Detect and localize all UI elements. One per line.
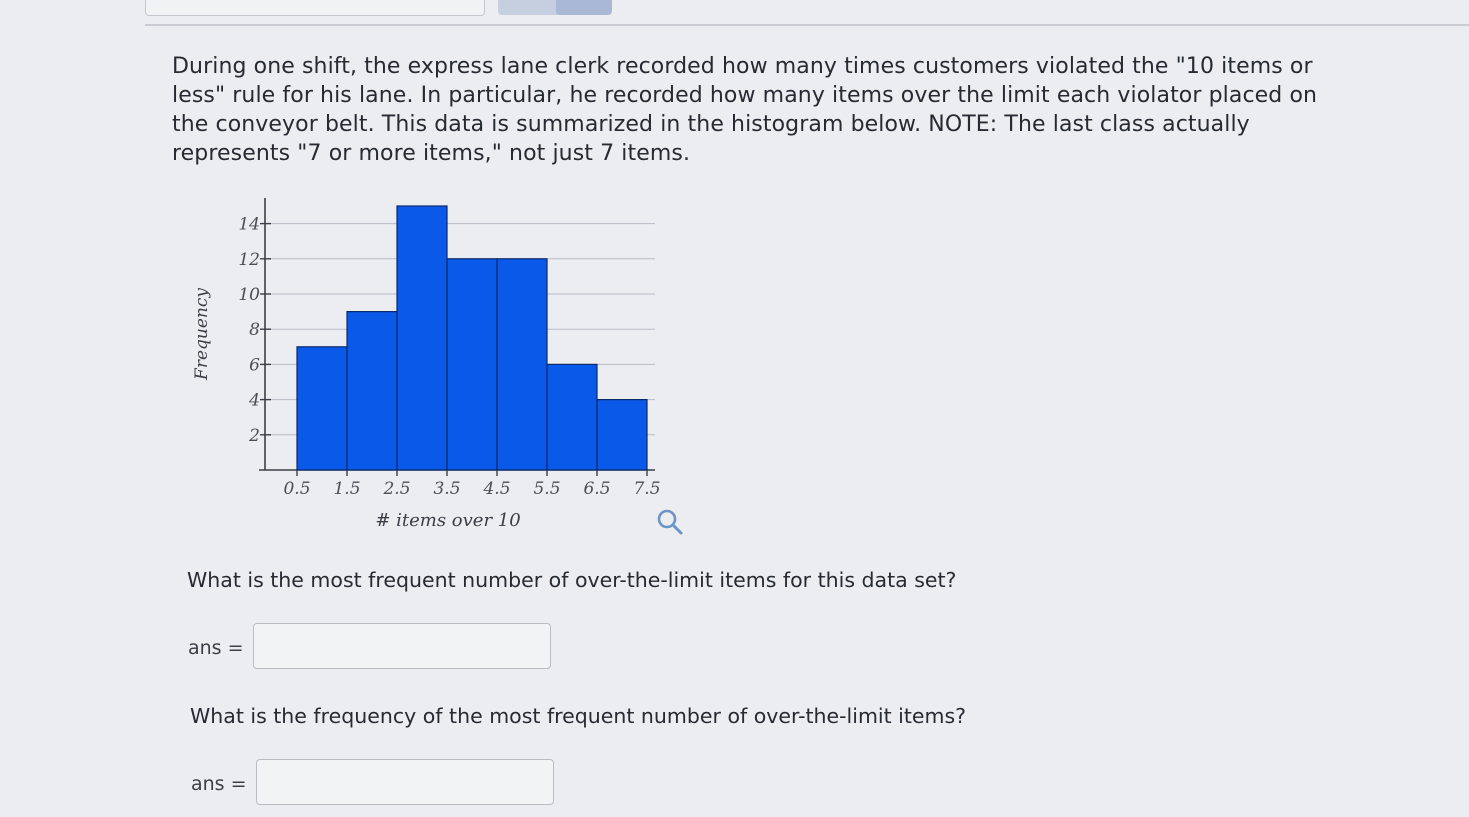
x-tick-label: 5.5 [533, 479, 561, 499]
histogram-bar-6 [547, 364, 597, 470]
x-tick-label: 6.5 [583, 479, 611, 499]
histogram-bar-1 [297, 347, 347, 470]
answer-2-label: ans = [191, 773, 247, 795]
y-tick-label: 4 [249, 390, 260, 411]
y-axis-title: Frequency [192, 288, 212, 380]
question-1-text: What is the most frequent number of over-the-limit items for this data set? [187, 568, 957, 592]
top-tab-left[interactable] [145, 0, 485, 16]
answer-1-label: ans = [188, 637, 244, 659]
histogram-bar-5 [497, 259, 547, 470]
y-tick-label: 12 [238, 249, 260, 270]
x-tick-label: 1.5 [333, 479, 361, 499]
x-tick-label: 7.5 [633, 479, 661, 499]
magnifying-glass-icon[interactable] [656, 508, 684, 536]
histogram-chart [185, 190, 665, 535]
y-tick-label: 8 [249, 320, 260, 341]
x-tick-label: 0.5 [283, 479, 311, 499]
y-tick-label: 2 [249, 425, 260, 446]
question-2-text: What is the frequency of the most frequent number of over-the-limit items? [190, 704, 967, 728]
y-tick-label: 14 [238, 214, 260, 235]
histogram-bar-2 [347, 312, 397, 470]
x-tick-label: 2.5 [383, 479, 411, 499]
histogram-bar-4 [447, 259, 497, 470]
top-divider [145, 24, 1469, 26]
answer-2-input[interactable] [256, 759, 554, 805]
answer-1-input[interactable] [253, 623, 551, 669]
y-tick-label: 6 [249, 355, 260, 376]
x-axis-title: # items over 10 [375, 510, 521, 531]
y-tick-label: 10 [238, 285, 260, 305]
x-tick-label: 3.5 [433, 479, 461, 499]
histogram-bar-3 [397, 206, 447, 470]
x-tick-label: 4.5 [483, 479, 511, 499]
histogram-bar-7 [597, 400, 647, 470]
problem-statement: During one shift, the express lane clerk recorded how many times customers violated the "10 items or less" rule for his lane. In particular, he recorded how many items over the limit each violator placed on the conveyor belt. This data is summarized in the histogram below. NOTE: The last class actually represents "7 or more items," not just 7 items. [172, 54, 1318, 166]
top-tab-right[interactable] [556, 0, 612, 15]
top-tab-bar [0, 0, 1469, 26]
